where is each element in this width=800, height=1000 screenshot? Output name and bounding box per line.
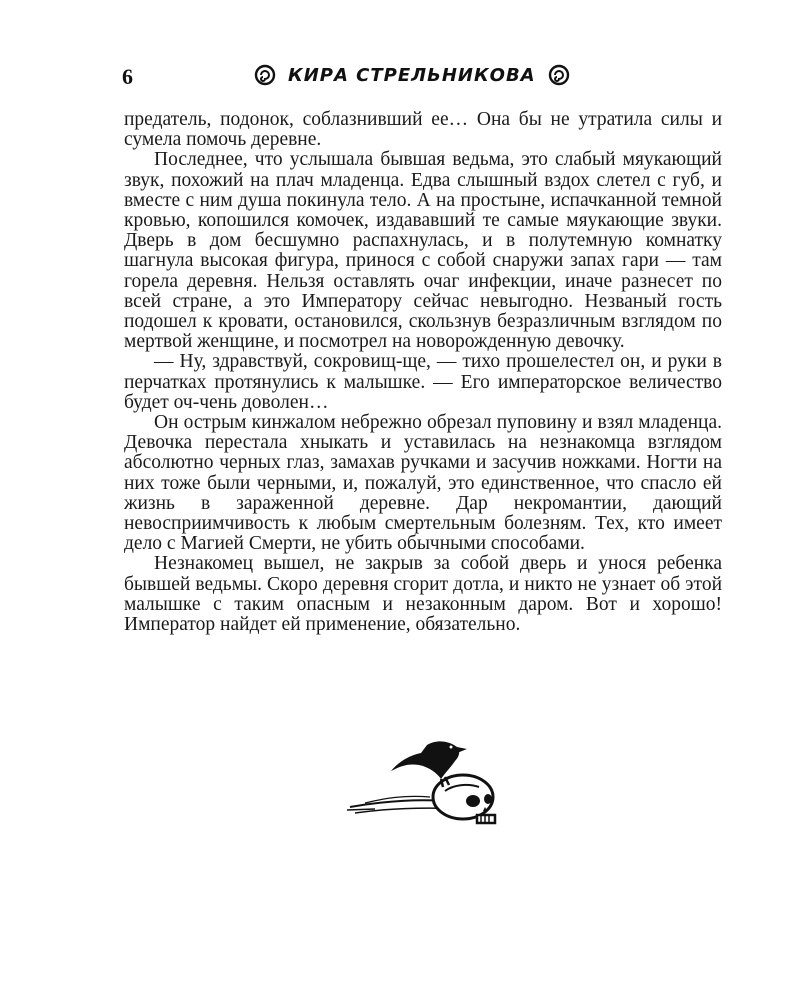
paragraph: Он острым кинжалом небрежно обрезал пуповину и взял младенца. Девочка перестала хныкать и уставилась на незнакомца взглядом абсолютно черных глаз, замахав ручками и засучив ножками. Ногти на них тоже были черными, и, пожалуй, это единственное, что спасло ей жизнь в зараженной деревне. Дар некромантии, дающий невосприимчивость к любым смертельным болезням. Тех, кто имеет дело с Магией Смерти, не убить обычными способами. <box>124 412 722 555</box>
paragraph: Незнакомец вышел, не закрыв за собой дверь и унося ребенка бывшей ведьмы. Скоро деревня сгорит дотла, и никто не узнает об этой малышке с таким опасным и незаконным даром. Вот и хорошо! Император найдет ей применение, обязательно. <box>124 553 722 636</box>
running-title: КИРА СТРЕЛЬНИКОВА <box>288 64 536 86</box>
body-text <box>124 110 722 635</box>
running-head <box>254 64 570 86</box>
spiral-ornament-icon <box>254 64 276 86</box>
paragraph: — Ну, здравствуй, сокровищ-ще, — тихо прошелестел он, и руки в перчатках протянулись к малышке. — Его императорское величество будет оч-чень доволен… <box>124 351 722 413</box>
paragraph: предатель, подонок, соблазнивший ее… Она бы не утратила силы и сумела помочь деревне. <box>124 109 722 151</box>
paragraph: Последнее, что услышала бывшая ведьма, это слабый мяукающий звук, похожий на плач младенца. Едва слышный вздох слетел с губ, и вместе с ним душа покинула тело. А на простыне, испачканной темной кровью, копошился комочек, издававший те самые мяукающие звуки. Дверь в дом бесшумно распахнулась, и в полутемную комнатку шагнула высокая фигура, принося с собой снаружи запах гари — там горела деревня. Нельзя оставлять очаг инфекции, иначе разнесет по всей стране, а это Императору сейчас невыгодно. Незваный гость подошел к кровати, остановился, скользнув безразличным взглядом по мертвой женщине, и посмотрел на новорожденную девочку. <box>124 149 722 353</box>
spiral-ornament-icon <box>548 64 570 86</box>
page-number: 6 <box>122 64 133 89</box>
page-header <box>122 62 722 94</box>
raven-on-skull-icon <box>345 735 510 835</box>
